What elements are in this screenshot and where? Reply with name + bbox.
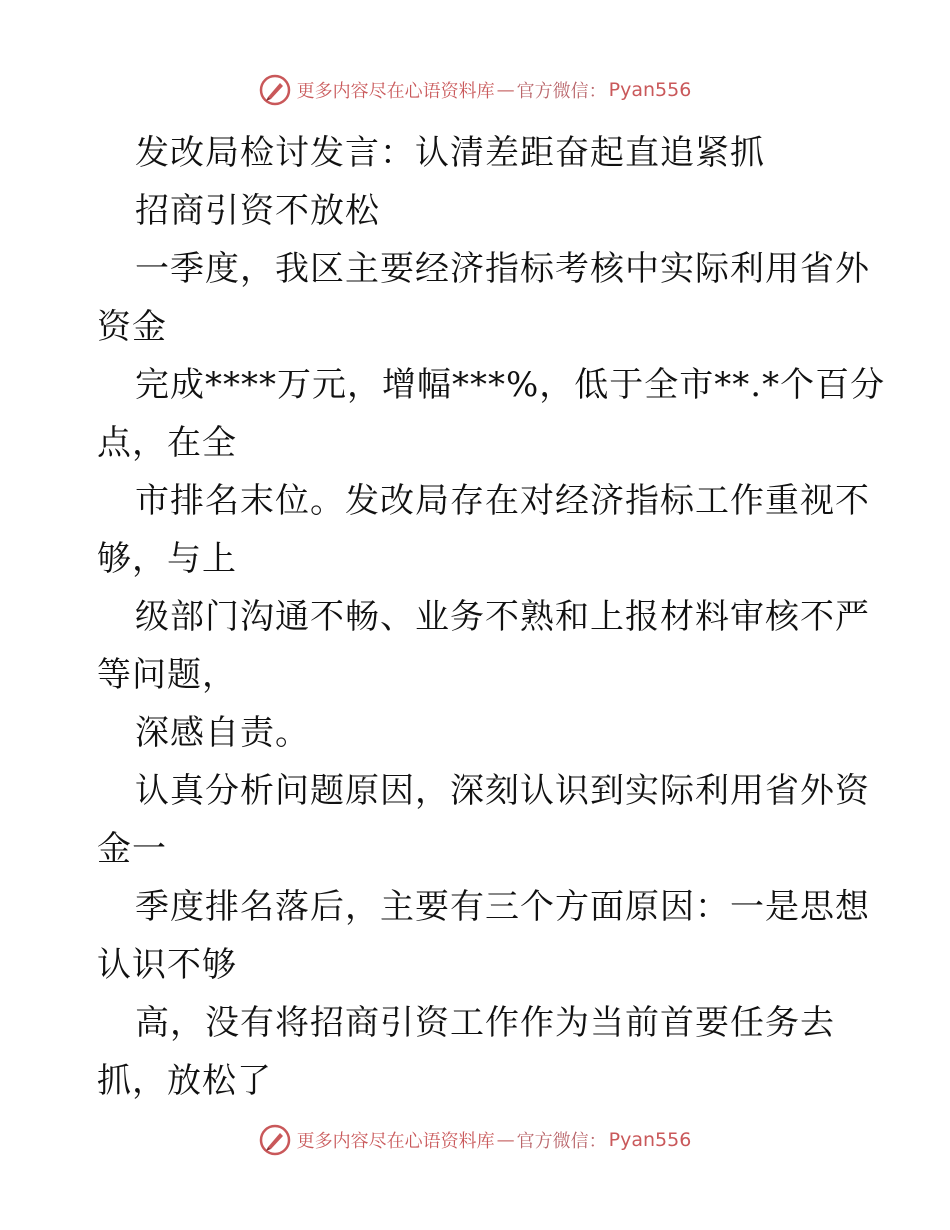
watermark-wechat-id: Pyan556 xyxy=(608,1129,692,1151)
watermark-text: 更多内容尽在心语资料库 xyxy=(296,81,495,102)
text-line: 深感自责。 xyxy=(135,713,310,753)
text-line: 季度排名落后，主要有三个方面原因：一是思想 xyxy=(135,887,870,927)
text-line: 市排名末位。发改局存在对经济指标工作重视不 xyxy=(135,481,870,521)
watermark-separator: — xyxy=(496,79,515,101)
footer-watermark xyxy=(0,1120,950,1160)
text-line: 高，没有将招商引资工作作为当前首要任务去 xyxy=(135,1003,835,1043)
watermark-wechat-label: 官方微信： xyxy=(516,1131,607,1152)
document-body xyxy=(97,124,886,1110)
watermark-separator: — xyxy=(496,1129,515,1151)
text-line: 一季度，我区主要经济指标考核中实际利用省外 xyxy=(135,249,870,289)
text-line: 级部门沟通不畅、业务不熟和上报材料审核不严 xyxy=(135,597,870,637)
text-line: 招商引资不放松 xyxy=(135,191,380,231)
text-line: 发改局检讨发言：认清差距奋起直追紧抓 xyxy=(135,133,765,173)
text-line: 够，与上 xyxy=(97,539,237,579)
text-line: 认真分析问题原因，深刻认识到实际利用省外资 xyxy=(135,771,870,811)
header-watermark xyxy=(0,70,950,110)
text-line: 点，在全 xyxy=(97,423,237,463)
text-line: 完成****万元，增幅***%，低于全市**.*个百分 xyxy=(135,365,886,405)
watermark-wechat-id: Pyan556 xyxy=(608,79,692,101)
text-line: 抓，放松了 xyxy=(97,1061,272,1101)
text-line: 认识不够 xyxy=(97,945,237,985)
pen-logo-icon xyxy=(259,74,291,106)
text-line: 资金 xyxy=(97,307,167,347)
pen-logo-icon xyxy=(259,1124,291,1156)
text-line: 金一 xyxy=(97,829,167,869)
watermark-wechat-label: 官方微信： xyxy=(516,81,607,102)
text-line: 等问题， xyxy=(97,655,237,695)
watermark-text: 更多内容尽在心语资料库 xyxy=(296,1131,495,1152)
